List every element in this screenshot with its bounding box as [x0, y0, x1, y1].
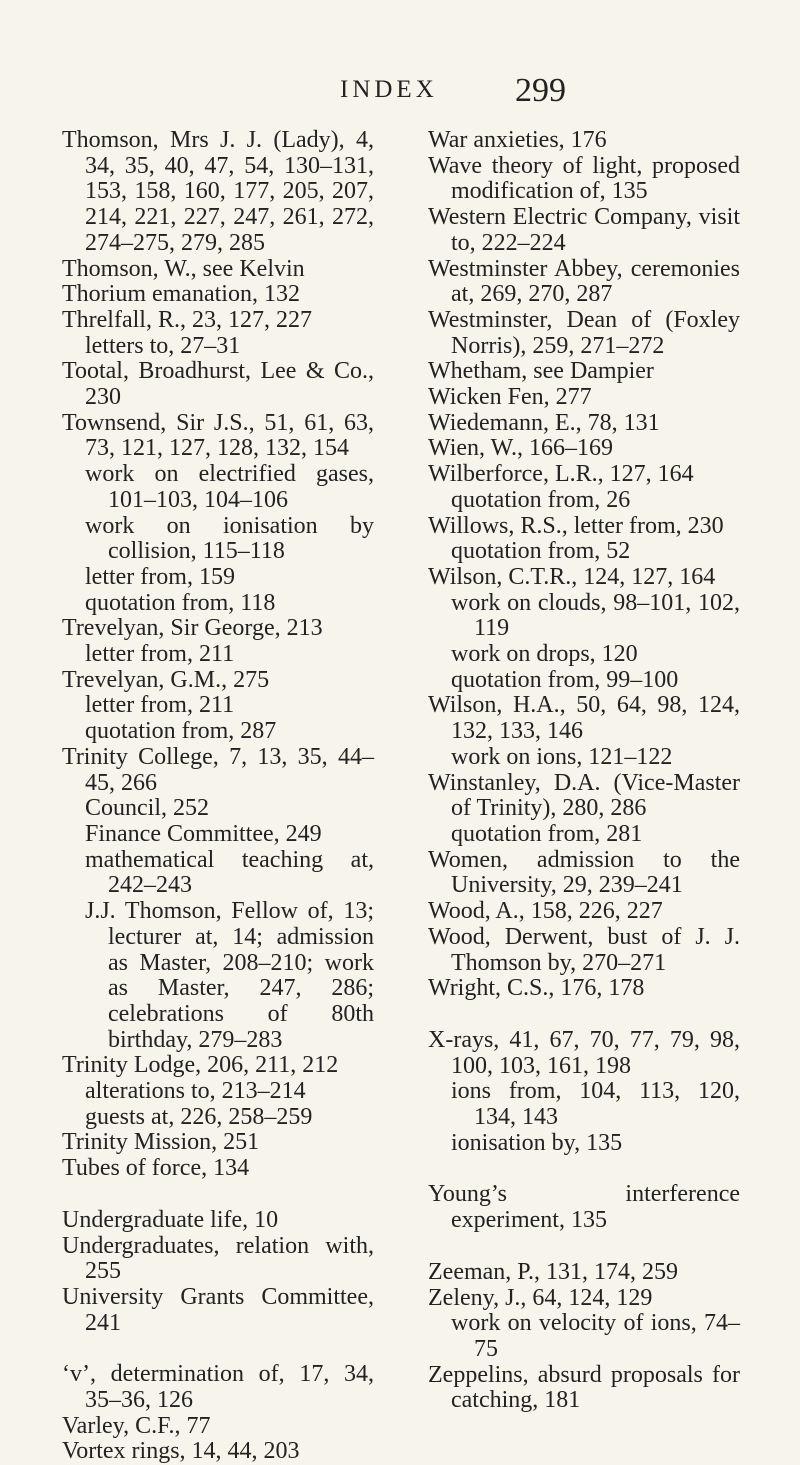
index-subentry: quotation from, 118 [85, 589, 276, 616]
index-subentry: ions from, 104, 113, 120, 134, 143 [451, 1078, 740, 1131]
section-gap [428, 1002, 740, 1028]
index-entry: Wicken Fen, 277 [428, 384, 592, 411]
section-gap [62, 1336, 374, 1362]
index-subentry: quotation from, 99–100 [451, 666, 679, 693]
index-entry: Vortex rings, 14, 44, 203 [62, 1438, 300, 1465]
index-subentry: ionisation by, 135 [451, 1129, 623, 1156]
index-entry: Wilberforce, L.R., 127, 164 [428, 461, 694, 488]
index-entry: Thomson, Mrs J. J. (Lady), 4, 34, 35, 40, 47, 54, 130–131, 153, 158, 160, 177, 205, 207, 214, 221, 227, 247, 261, 272, 274–275, 279, 285 [62, 127, 374, 256]
index-subentry: Council, 252 [85, 795, 209, 822]
index-entry: Zeleny, J., 64, 124, 129 [428, 1284, 653, 1311]
index-subentry: Finance Committee, 249 [85, 820, 322, 847]
index-subentry: letters to, 27–31 [85, 332, 241, 359]
index-subentry: guests at, 226, 258–259 [85, 1103, 313, 1130]
index-entry: Wood, Derwent, bust of J. J. Thomson by, 270–271 [428, 923, 740, 976]
index-subentry: quotation from, 287 [85, 718, 277, 745]
index-entry: Undergraduate life, 10 [62, 1206, 279, 1233]
index-subentry: work on electrified gases, 101–103, 104–106 [85, 461, 374, 513]
index-entry: Wave theory of light, proposed modification of, 135 [428, 152, 740, 205]
page-number: 299 [515, 72, 566, 109]
index-entry: Varley, C.F., 77 [62, 1412, 211, 1439]
section-gap [428, 1234, 740, 1260]
index-entry: Trinity College, 7, 13, 35, 44–45, 266 [62, 743, 374, 796]
index-subentry: letter from, 211 [85, 641, 235, 668]
index-entry: Thorium emanation, 132 [62, 281, 300, 308]
index-entry: Wright, C.S., 176, 178 [428, 975, 645, 1002]
index-entry: Winstanley, D.A. (Vice-Master of Trinity), 280, 286 [428, 769, 740, 822]
index-entry: Wiedemann, E., 78, 131 [428, 409, 660, 436]
index-entry: Threlfall, R., 23, 127, 227 [62, 306, 312, 333]
index-entry: Women, admission to the University, 29, 239–241 [428, 846, 740, 899]
header-title: INDEX [340, 76, 438, 103]
index-entry: Townsend, Sir J.S., 51, 61, 63, 73, 121, 127, 128, 132, 154 [62, 409, 374, 462]
index-entry: ‘v’, determination of, 17, 34, 35–36, 126 [62, 1361, 374, 1414]
index-entry: Thomson, W., see Kelvin [62, 255, 305, 282]
index-entry: Undergraduates, relation with, 255 [62, 1232, 374, 1285]
index-subentry: letter from, 211 [85, 692, 235, 719]
index-entry: Trinity Mission, 251 [62, 1129, 260, 1156]
index-entry: Whetham, see Dampier [428, 358, 654, 385]
index-entry: Trinity Lodge, 206, 211, 212 [62, 1052, 339, 1079]
index-entry: Trevelyan, Sir George, 213 [62, 615, 323, 642]
section-gap [428, 1156, 740, 1182]
index-entry: University Grants Committee, 241 [62, 1283, 374, 1336]
index-column-left [62, 128, 374, 1465]
index-subentry: quotation from, 52 [451, 538, 631, 565]
index-entry: Zeeman, P., 131, 174, 259 [428, 1258, 678, 1285]
index-entry: Wien, W., 166–169 [428, 435, 614, 462]
running-header [0, 72, 800, 112]
index-entry: Tootal, Broadhurst, Lee & Co., 230 [62, 358, 374, 411]
index-entry: Westminster, Dean of (Foxley Norris), 259, 271–272 [428, 306, 740, 359]
index-entry: Western Electric Company, visit to, 222–224 [428, 204, 740, 256]
index-entry: Wood, A., 158, 226, 227 [428, 898, 663, 925]
index-entry: Westminster Abbey, ceremonies at, 269, 270, 287 [428, 255, 740, 308]
index-subentry: quotation from, 26 [451, 486, 631, 513]
index-subentry: mathematical teaching at, 242–243 [85, 846, 374, 899]
index-subentry: quotation from, 281 [451, 820, 643, 847]
section-gap [62, 1182, 374, 1208]
index-subentry: alterations to, 213–214 [85, 1078, 306, 1105]
index-entry: X-rays, 41, 67, 70, 77, 79, 98, 100, 103, 161, 198 [428, 1026, 740, 1079]
index-subentry: work on drops, 120 [451, 641, 638, 668]
index-subentry: work on ions, 121–122 [451, 743, 673, 770]
index-subentry: letter from, 159 [85, 563, 235, 590]
index-subentry: work on ionisation by collision, 115–118 [85, 512, 374, 565]
index-entry: Willows, R.S., letter from, 230 [428, 512, 724, 539]
index-subentry: J.J. Thomson, Fellow of, 13; lecturer at, 14; admission as Master, 208–210; work as Master, 247, 286; celebrations of 80th birthday, 279–283 [85, 898, 374, 1053]
index-entry: War anxieties, 176 [428, 127, 607, 153]
index-entry: Wilson, H.A., 50, 64, 98, 124, 132, 133, 146 [428, 692, 740, 745]
index-entry: Tubes of force, 134 [62, 1155, 250, 1182]
index-entry: Wilson, C.T.R., 124, 127, 164 [428, 563, 716, 590]
index-entry: Young’s interference experiment, 135 [428, 1181, 740, 1234]
index-column-right [428, 128, 740, 1414]
index-subentry: work on velocity of ions, 74–75 [451, 1310, 740, 1362]
index-entry: Zeppelins, absurd proposals for catching, 181 [428, 1361, 740, 1414]
index-entry: Trevelyan, G.M., 275 [62, 666, 270, 693]
index-subentry: work on clouds, 98–101, 102, 119 [451, 589, 740, 642]
